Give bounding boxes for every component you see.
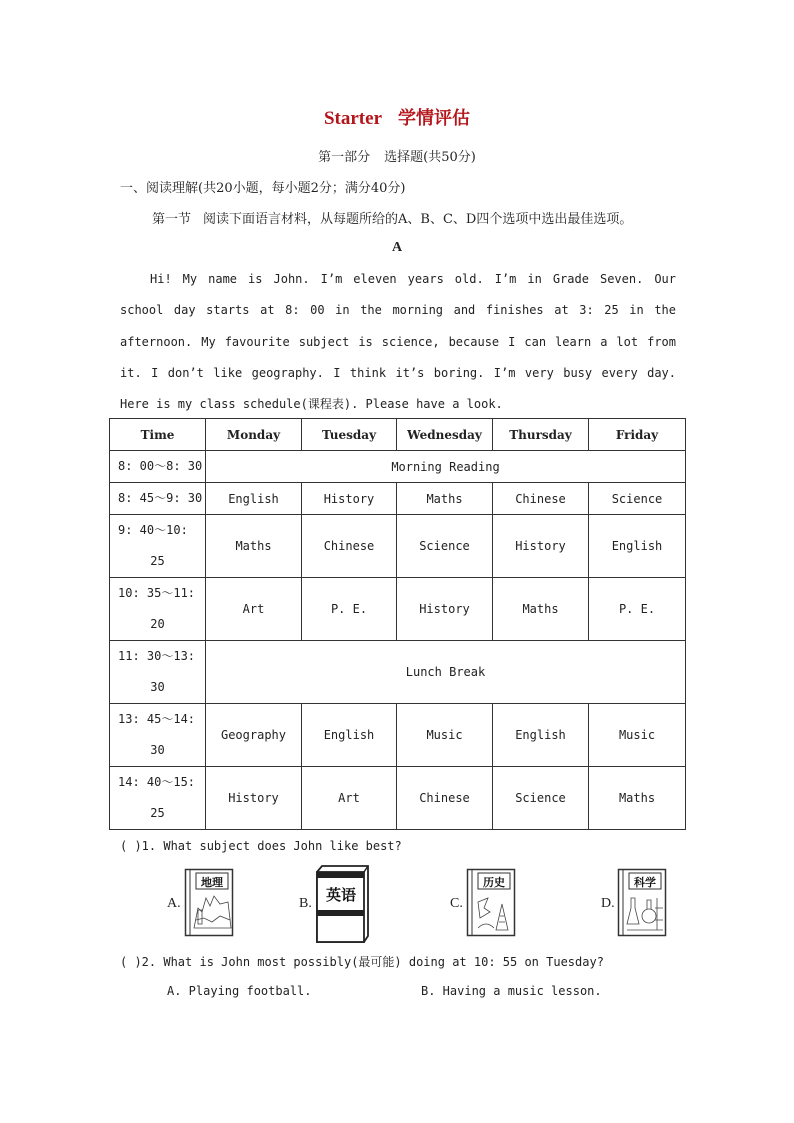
schedule-subject-cell: Geography [206, 704, 302, 767]
schedule-header-friday: Friday [589, 419, 686, 451]
schedule-row [110, 515, 686, 578]
schedule-subject-cell: History [206, 767, 302, 830]
schedule-subject-cell: P. E. [589, 578, 686, 641]
schedule-time-cell [110, 515, 206, 578]
schedule-subject-cell: Maths [206, 515, 302, 578]
schedule-time-cell [110, 641, 206, 704]
schedule-time-text: 11: 30～13: [118, 649, 196, 663]
section-one-label: 第一节 [152, 212, 192, 227]
schedule-subject-cell: History [493, 515, 589, 578]
passage-label: A [391, 240, 403, 255]
schedule-time-text: 10: 35～11: [118, 586, 196, 600]
schedule-time-text: 8: 00～8: 30 [118, 459, 203, 473]
schedule-row [110, 767, 686, 830]
part-one-heading: 一、阅读理解(共20小题，每小题2分；满分40分) [120, 181, 406, 196]
page-title [0, 104, 794, 130]
schedule-subject-cell: English [589, 515, 686, 578]
schedule-time-text: 20 [150, 617, 165, 631]
question-1: ( )1. What subject does John like best? [120, 839, 402, 853]
schedule-subject-cell: Chinese [302, 515, 397, 578]
geography-book-label: 地理 [201, 876, 223, 889]
schedule-subject-cell: Music [589, 704, 686, 767]
schedule-span-cell: Lunch Break [206, 641, 686, 704]
schedule-subject-cell: Chinese [493, 483, 589, 515]
title-zh: 学情评估 [398, 108, 471, 129]
section-one-instruction: 阅读下面语言材料，从每题所给的A、B、C、D四个选项中选出最佳选项。 [203, 212, 633, 227]
schedule-time-text: 13: 45～14: [118, 712, 196, 726]
history-book-icon [466, 868, 518, 942]
schedule-row [110, 451, 686, 483]
option-c-letter: C. [450, 896, 463, 911]
class-schedule-table [109, 418, 686, 830]
schedule-subject-cell: Maths [493, 578, 589, 641]
schedule-subject-cell: Chinese [397, 767, 493, 830]
schedule-time-text: 25 [150, 554, 165, 568]
schedule-subject-cell: History [302, 483, 397, 515]
schedule-row [110, 641, 686, 704]
schedule-time-text: 8: 45～9: 30 [118, 491, 203, 505]
schedule-subject-cell: P. E. [302, 578, 397, 641]
schedule-subject-cell: Art [206, 578, 302, 641]
schedule-subject-cell: English [206, 483, 302, 515]
section-one-line [152, 208, 632, 227]
schedule-time-text: 9: 40～10: [118, 523, 188, 537]
section-header [0, 146, 794, 165]
option-a-letter: A. [167, 896, 181, 911]
schedule-span-cell: Morning Reading [206, 451, 686, 483]
schedule-subject-cell: English [302, 704, 397, 767]
schedule-subject-cell: English [493, 704, 589, 767]
schedule-time-cell [110, 767, 206, 830]
english-book-icon [314, 864, 372, 948]
english-book-label: 英语 [325, 886, 357, 904]
schedule-subject-cell: Maths [397, 483, 493, 515]
schedule-subject-cell: Science [493, 767, 589, 830]
schedule-time-text: 25 [150, 806, 165, 820]
schedule-row [110, 483, 686, 515]
schedule-time-cell [110, 451, 206, 483]
schedule-time-cell [110, 483, 206, 515]
title-en: Starter [323, 108, 383, 129]
history-book-label: 历史 [483, 876, 505, 889]
schedule-header-thursday: Thursday [493, 419, 589, 451]
section-part: 第一部分 [318, 150, 371, 165]
option-d-letter: D. [601, 896, 615, 911]
passage-text: Hi! My name is John. I’m eleven years old. I’m in Grade Seven. Our school day starts at 8: 00 in the morning and finishes at 3: 25 in the afternoon. My favourite subject is science, because I can learn a lot from it. I don’t like geography. I think it’s boring. I’m very busy every day. Here is my class schedule(课程表). Please have a look. [120, 272, 676, 412]
schedule-subject-cell: Science [397, 515, 493, 578]
geography-book-icon [184, 868, 236, 942]
schedule-subject-cell: Art [302, 767, 397, 830]
schedule-header-monday: Monday [206, 419, 302, 451]
science-book-icon [617, 868, 669, 942]
q2-option-b: B. Having a music lesson. [421, 984, 602, 998]
schedule-header-row [110, 419, 686, 451]
schedule-header-wednesday: Wednesday [397, 419, 493, 451]
schedule-row [110, 704, 686, 767]
schedule-time-cell [110, 704, 206, 767]
schedule-subject-cell: Science [589, 483, 686, 515]
schedule-row [110, 578, 686, 641]
schedule-time-cell [110, 578, 206, 641]
question-2: ( )2. What is John most possibly(最可能) doing at 10: 55 on Tuesday? [120, 955, 604, 969]
schedule-subject-cell: Music [397, 704, 493, 767]
option-b-letter: B. [299, 896, 312, 911]
science-book-label: 科学 [634, 876, 656, 889]
q2-option-a: A. Playing football. [167, 984, 312, 998]
schedule-time-text: 30 [150, 680, 165, 694]
schedule-header-time: Time [110, 419, 206, 451]
section-name: 选择题(共50分) [384, 150, 476, 165]
schedule-time-text: 30 [150, 743, 165, 757]
schedule-subject-cell: Maths [589, 767, 686, 830]
schedule-header-tuesday: Tuesday [302, 419, 397, 451]
schedule-time-text: 14: 40～15: [118, 775, 196, 789]
schedule-subject-cell: History [397, 578, 493, 641]
